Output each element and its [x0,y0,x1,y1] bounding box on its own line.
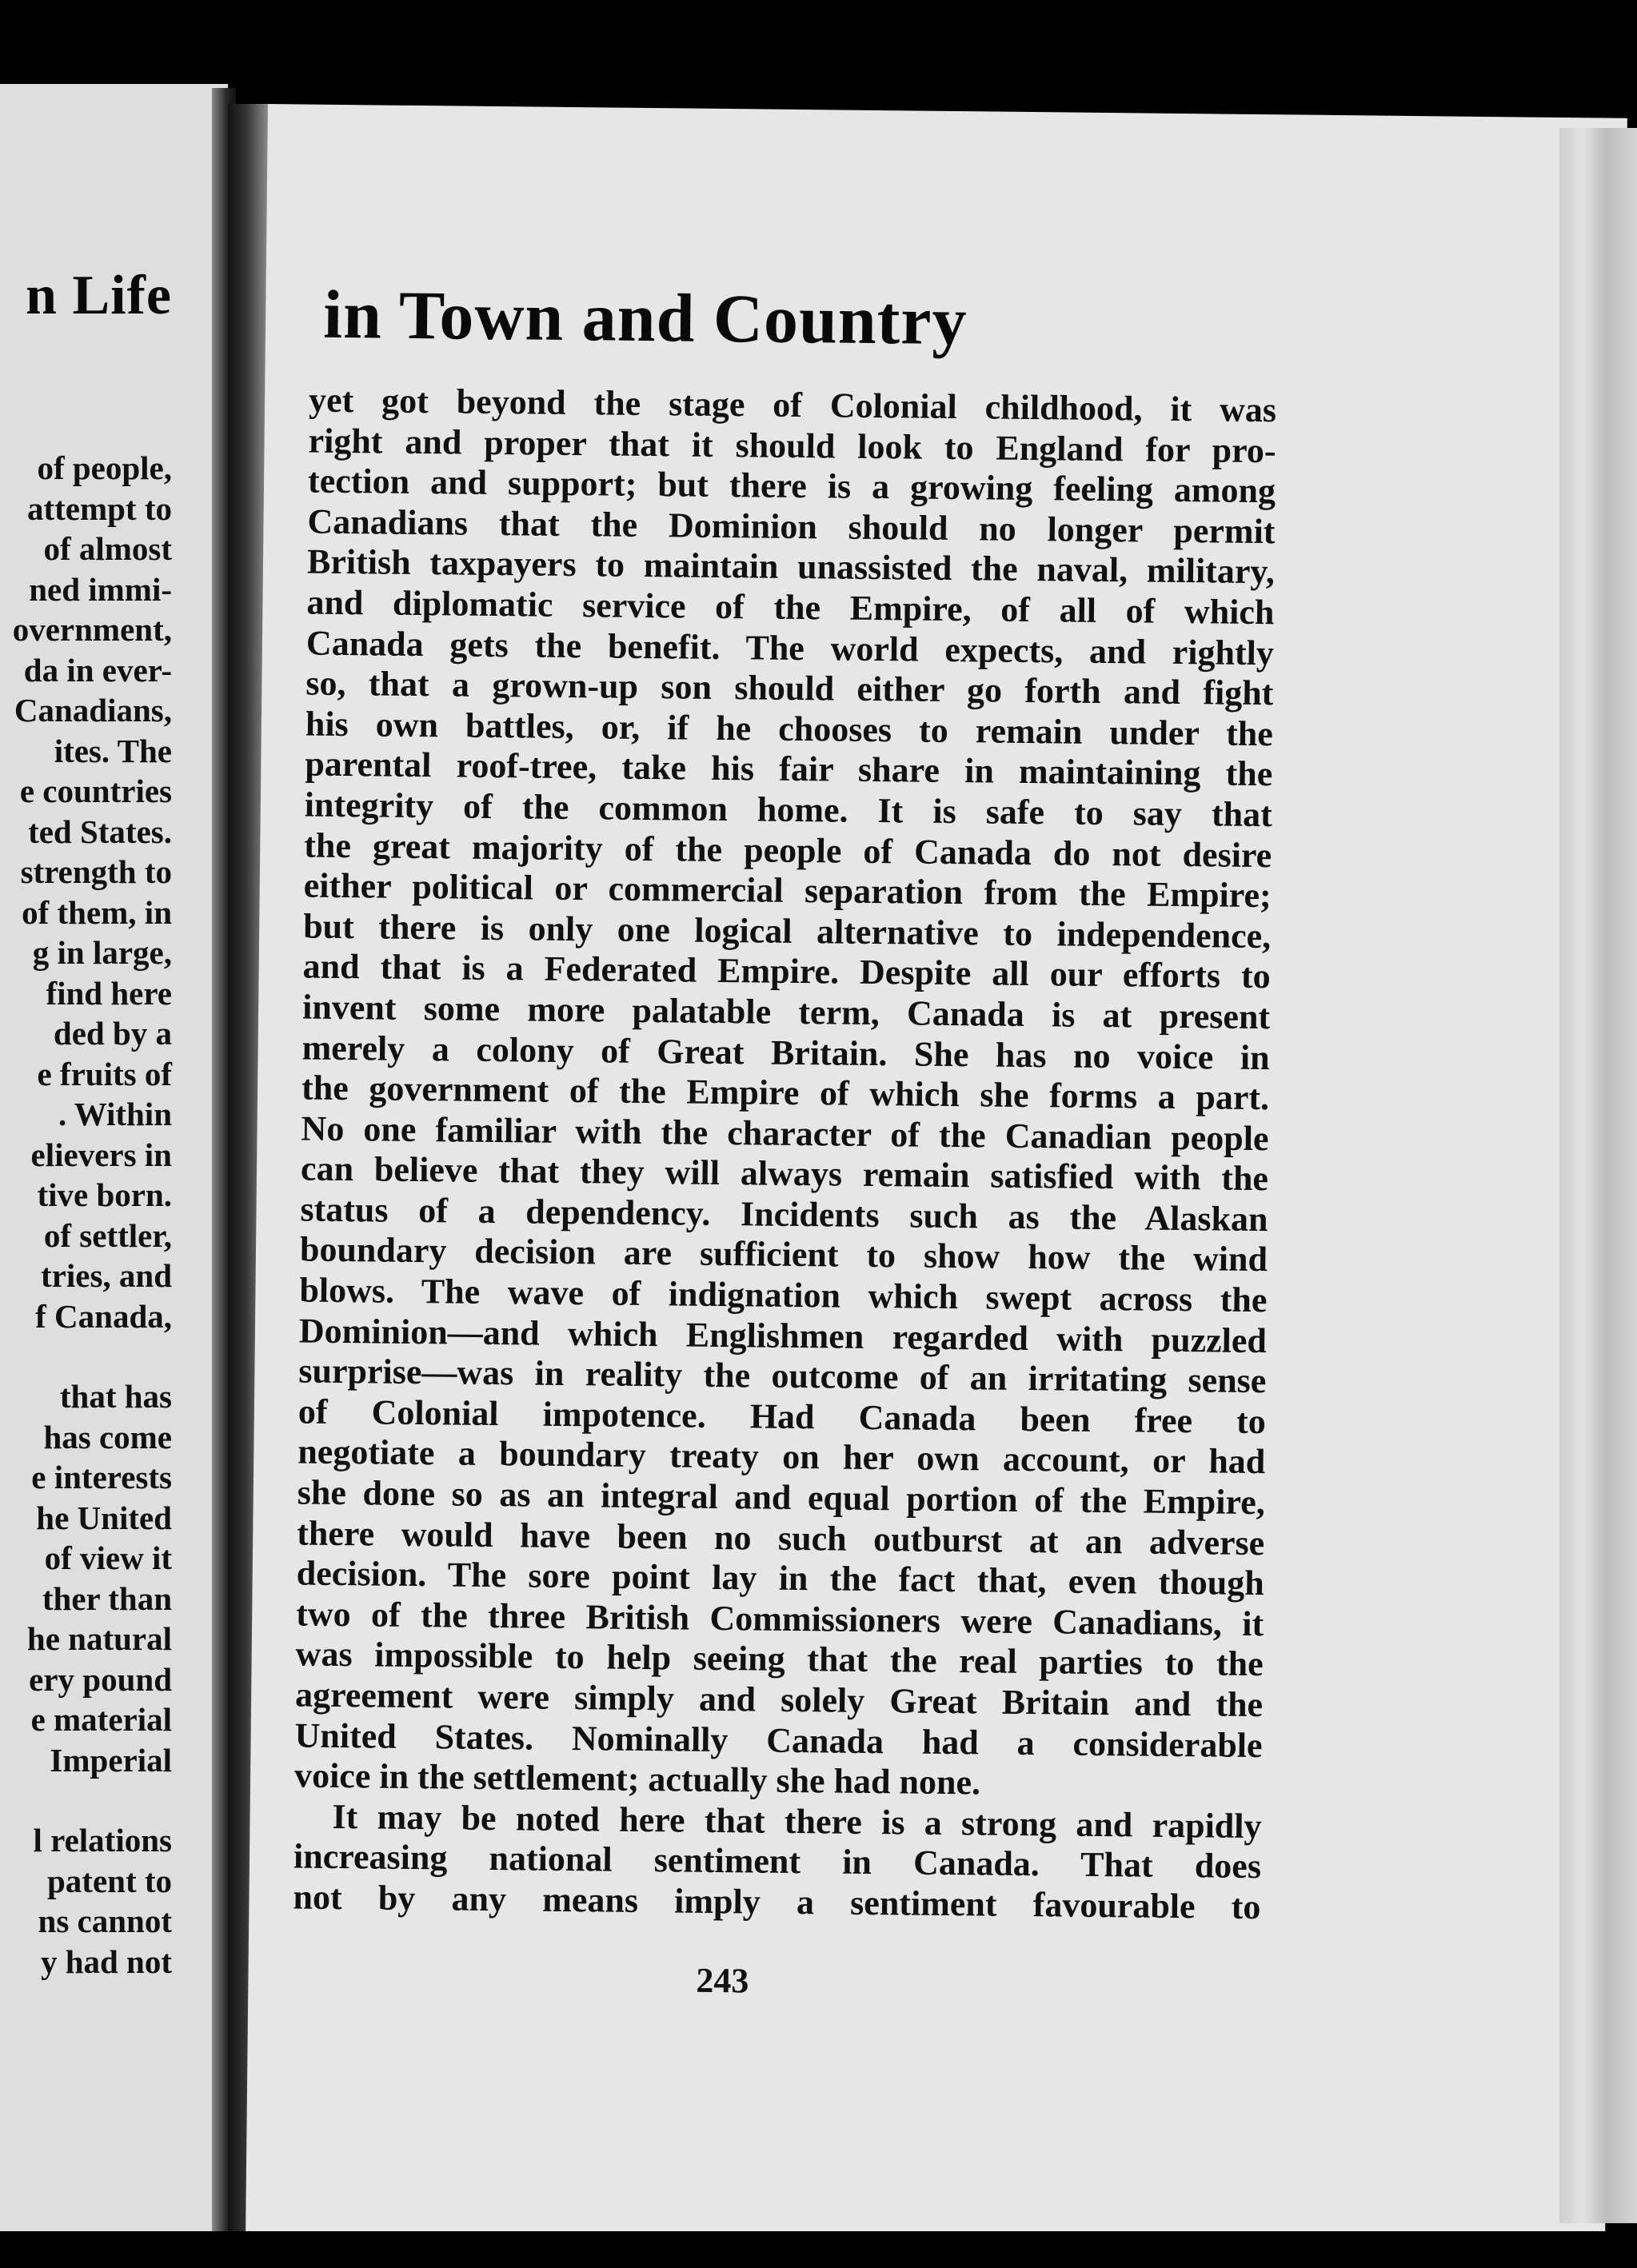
text-line: was impossible to help seeing that the real parties to the [295,1634,1264,1684]
current-page [246,104,1627,2246]
previous-page-line: e countries [19,773,172,809]
text-line: right and proper that it should look to England for pro- [308,421,1276,470]
text-line: Canadians that the Dominion should no longer permit [307,501,1276,551]
running-header: in Town and Country [322,275,968,360]
previous-page-line: strength to [20,853,172,890]
previous-page-line: of almost [43,530,172,567]
text-line: parental roof-tree, take his fair share in maintaining the [305,744,1273,794]
previous-page-line: of view it [44,1539,172,1576]
text-line: can believe that they will always remain satisfied with the [300,1148,1269,1199]
previous-page-line: patent to [46,1862,172,1899]
text-line: she done so as an integral and equal portion of the Empire, [297,1472,1266,1523]
text-line: there would have been no such outburst at an adverse [297,1513,1265,1563]
previous-page [0,84,228,2235]
previous-page-line: l relations [33,1822,172,1859]
previous-page-line: ted States. [28,813,172,850]
text-line: either political or commercial separation from the Empire; [303,865,1272,916]
previous-page-line: da in ever- [23,651,172,689]
previous-page-line: has come [43,1418,172,1455]
page-edges [1559,128,1637,2223]
text-line: increasing national sentiment in Canada. That does [293,1836,1262,1887]
text-line: boundary decision are sufficient to show how the wind [299,1229,1268,1280]
text-line: British taxpayers to maintain unassisted the naval, military, [306,541,1276,592]
page-number: 243 [696,1960,749,2001]
previous-page-line: ned immi- [29,570,172,608]
text-line: the government of the Empire of which she forms a part. [301,1068,1270,1118]
text-line: and diplomatic service of the Empire, of all of which [306,582,1275,633]
text-line: integrity of the common home. It is safe to say that [304,785,1273,835]
text-line: two of the three British Commissioners were Canadians, it [295,1594,1264,1643]
text-line: voice in the settlement; actually she had none. [293,1755,981,1803]
text-line: status of a dependency. Incidents such as the Alaskan [300,1189,1268,1240]
previous-page-line: he natural [26,1620,172,1657]
previous-page-line: ery pound [29,1660,172,1698]
previous-page-line: e interests [31,1459,172,1495]
text-line: Dominion—and which Englishmen regarded with puzzled [298,1311,1268,1360]
previous-page-line: find here [46,974,172,1012]
previous-page-text [0,448,172,1982]
text-line: yet got beyond the stage of Colonial childhood, it was [308,380,1277,430]
text-line: the great majority of the people of Canada do not desire [304,825,1272,875]
previous-page-line: attempt to [26,489,172,527]
text-line: blows. The wave of indignation which swept across the [299,1270,1268,1320]
previous-page-line: of them, in [22,893,172,931]
text-line: of Colonial impotence. Had Canada been free to [297,1392,1267,1441]
text-line: It may be noted here that there is a strong and rapidly [332,1796,1262,1846]
previous-page-line: Imperial [50,1741,172,1779]
previous-page-line: e material [30,1701,172,1738]
previous-page-line: ded by a [53,1015,172,1052]
text-line: tection and support; but there is a growing feeling among [307,461,1276,511]
previous-page-line [0,1336,172,1376]
previous-page-line: e fruits of [37,1055,172,1092]
previous-page-line: elievers in [30,1136,172,1173]
previous-page-line: y had not [40,1943,172,1980]
text-line: merely a colony of Great Britain. She has no voice in [301,1028,1270,1077]
text-line: Canada gets the benefit. The world expects, and rightly [305,623,1275,673]
text-line: No one familiar with the character of the Canadian people [301,1108,1269,1158]
previous-page-line: ites. The [54,732,172,769]
previous-page-line: of people, [37,449,172,486]
previous-page-line: of settler, [43,1216,172,1254]
previous-page-line [0,1780,172,1820]
text-line: and that is a Federated Empire. Despite all our efforts to [302,946,1271,996]
text-line: decision. The sore point lay in the fact that, even though [296,1553,1264,1603]
previous-page-line: Canadians, [14,692,172,729]
previous-page-line: g in large, [32,934,172,971]
previous-page-line: f Canada, [35,1297,172,1335]
text-line: so, that a grown-up son should either go forth and fight [305,663,1274,713]
previous-page-line: overnment, [12,611,172,648]
text-line: his own battles, or, if he chooses to remain under the [305,704,1274,753]
scan-background-bottom [0,2231,1637,2268]
previous-page-line: tries, and [41,1257,172,1294]
previous-page-line: . Within [58,1096,172,1132]
text-line: agreement were simply and solely Great Britain and the [294,1675,1264,1725]
previous-page-line: that has [59,1378,172,1415]
body-text [293,381,1276,1928]
text-line: invent some more palatable term, Canada is at present [301,987,1271,1037]
text-line: negotiate a boundary treaty on her own account, or had [297,1431,1266,1482]
text-line: but there is only one logical alternative to independence, [302,906,1272,956]
text-line: surprise—was in reality the outcome of an irritating sense [298,1351,1267,1401]
previous-page-line: tive born. [37,1176,172,1213]
text-line: not by any means imply a sentiment favourable to [293,1877,1261,1927]
previous-page-line: he United [36,1499,172,1536]
running-header-left: n Life [26,265,172,326]
previous-page-line: ther than [42,1579,172,1617]
previous-page-line: ns cannot [38,1903,172,1939]
text-line: United States. Nominally Canada had a considerable [294,1715,1263,1765]
